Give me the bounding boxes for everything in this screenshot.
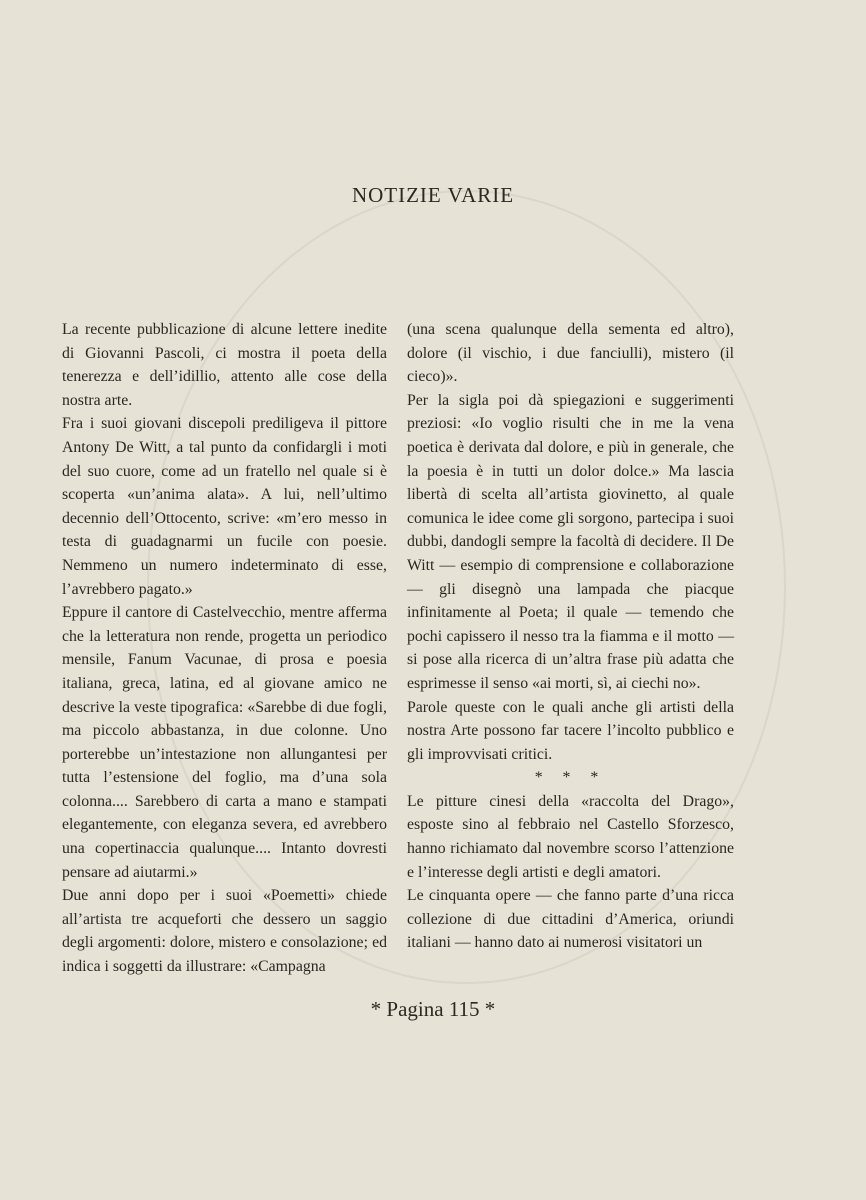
paragraph: Fra i suoi giovani discepoli prediligeva il pittore Antony De Witt, a tal punto da confidargli i moti del suo cuore, come ad un fratello nel quale si è scoperta «un’anima alata». A lui, nell’ultimo decennio dell’Ottocento, scrive: «m’ero messo in testa di guadagnarmi un fucile con poesie. Nemmeno un numero indeterminato di esse, l’avrebbero pagato.» <box>62 415 387 598</box>
paragraph: Le cinquanta opere — che fanno parte d’una ricca collezione di due cittadini d’America, oriundi italiani — hanno dato ai numerosi visitatori un <box>407 887 734 952</box>
paragraph: Parole queste con le quali anche gli artisti della nostra Arte possono far tacere l’incolto pubblico e gli improvvisati critici. <box>407 698 734 763</box>
section-separator: * * * <box>534 769 607 787</box>
paragraph: (una scena qualunque della sementa ed altro), dolore (il vischio, i due fanciulli), mistero (il cieco)». <box>407 321 734 386</box>
paragraph: Per la sigla poi dà spiegazioni e suggerimenti preziosi: «Io voglio risulti che in me la vena poetica è derivata dal dolore, e più in generale, che la poesia è in tutti un dolor dolce.» Ma lascia libertà di scelta all’artista giovinetto, al quale comunica le idee come gli sorgono, partecipa i suoi dubbi, dandogli sempre la facoltà di decidere. Il De Witt — esempio di comprensione e collaborazione — gli disegnò una lampada che piacque infinitamente al Poeta; il quale — temendo che pochi capissero il nesso tra la fiamma e il motto — si pose alla ricerca di un’altra frase più adatta che esprimesse il senso «ai morti, sì, ai ciechi no». <box>407 391 734 692</box>
paragraph: La recente pubblicazione di alcune lettere inedite di Giovanni Pascoli, ci mostra il poeta della tenerezza e dell’idillio, attento alle cose della nostra arte. <box>62 321 387 409</box>
paragraph: Due anni dopo per i suoi «Poemetti» chiede all’artista tre acqueforti che dessero un saggio degli argomenti: dolore, mistero e consolazione; ed indica i soggetti da illustrare: «Campagna <box>62 887 387 976</box>
right-column <box>407 318 734 955</box>
page-title: NOTIZIE VARIE <box>351 183 515 207</box>
paragraph: Eppure il cantore di Castelvecchio, mentre afferma che la letteratura non rende, progetta un periodico mensile, Fanum Vacunae, di prosa e poesia italiana, greca, latina, ed al giovane amico ne descrive la veste tipografica: «Sarebbe di due fogli, ma piccolo abbastanza, in due colonne. Uno porterebbe un’intestazione non allungantesi per tutta l’estensione del foglio, ma d’una sola colonna.... Sarebbero di carta a mano e stampati elegantemente, con eleganza severa, ed avrebbero una copertinaccia qualunque.... Intanto dovresti pensare ad aiutarmi.» <box>62 604 387 881</box>
page-number: * Pagina 115 * <box>370 997 496 1021</box>
left-column <box>62 318 387 979</box>
paragraph: Le pitture cinesi della «raccolta del Drago», esposte sino al febbraio nel Castello Sforzesco, hanno richiamato dal novembre scorso l’attenzione e l’interesse degli artisti e degli amatori. <box>407 792 734 881</box>
